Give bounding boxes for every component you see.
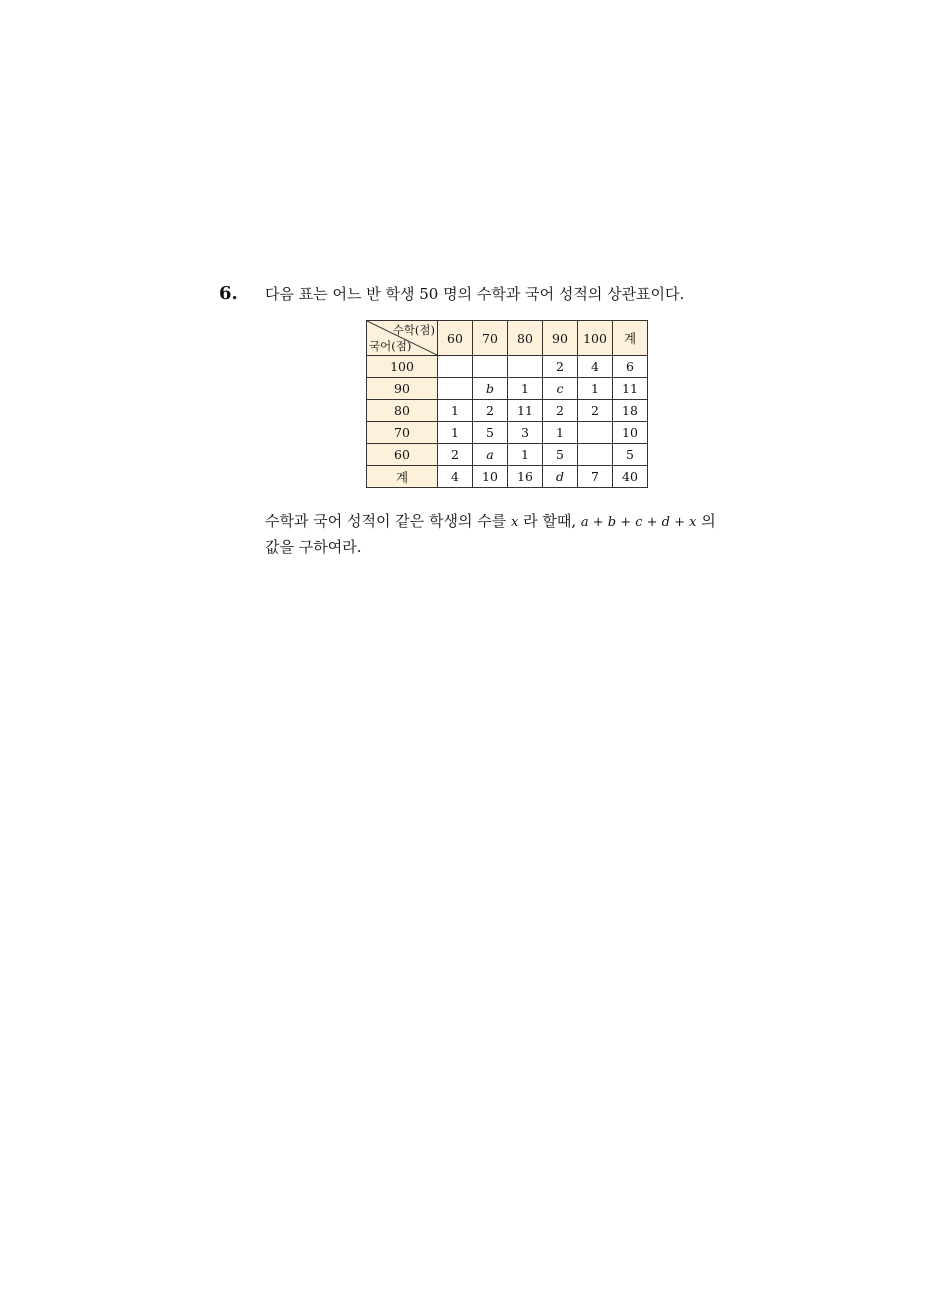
table-corner-cell	[367, 321, 438, 356]
table-cell: 18	[613, 400, 648, 422]
variable-x: x	[510, 515, 519, 530]
table-header-row	[367, 321, 648, 356]
table-cell: 40	[613, 466, 648, 488]
table-cell	[438, 378, 473, 400]
table-row	[367, 422, 648, 444]
column-header: 90	[543, 321, 578, 356]
table-cell: 2	[473, 400, 508, 422]
table-cell: 11	[508, 400, 543, 422]
row-header: 60	[367, 444, 438, 466]
table-cell: 1	[438, 400, 473, 422]
table-cell: 4	[438, 466, 473, 488]
problem-number: 6.	[219, 283, 238, 304]
table-cell: 2	[438, 444, 473, 466]
table-cell: 1	[438, 422, 473, 444]
table-cell: c	[543, 378, 578, 400]
sum-expression: a + b + c + d + x	[580, 515, 697, 530]
table-cell: d	[543, 466, 578, 488]
column-header: 80	[508, 321, 543, 356]
table-cell: a	[473, 444, 508, 466]
table-cell: 5	[613, 444, 648, 466]
table-cell: 2	[543, 356, 578, 378]
row-header: 90	[367, 378, 438, 400]
followup-line1-pre: 수학과 국어 성적이 같은 학생의 수를	[265, 512, 511, 530]
table-cell: 5	[543, 444, 578, 466]
correlation-table	[366, 320, 648, 488]
followup-line2: 값을 구하여라.	[265, 538, 362, 556]
column-header: 70	[473, 321, 508, 356]
corner-korean-label: 국어(점)	[369, 339, 412, 353]
table-cell: 1	[543, 422, 578, 444]
table-row	[367, 378, 648, 400]
table-cell	[473, 356, 508, 378]
table-cell	[578, 444, 613, 466]
table-row	[367, 444, 648, 466]
table-cell	[438, 356, 473, 378]
table-cell: 11	[613, 378, 648, 400]
table-cell: 2	[578, 400, 613, 422]
followup-line1-post: 의	[696, 512, 716, 530]
column-header-total: 계	[613, 321, 648, 356]
row-header: 80	[367, 400, 438, 422]
followup-text	[265, 509, 735, 559]
correlation-table-wrap	[366, 320, 648, 488]
table-row	[367, 400, 648, 422]
table-cell: 1	[508, 378, 543, 400]
table-cell: 10	[473, 466, 508, 488]
table-row	[367, 356, 648, 378]
corner-math-label: 수학(점)	[392, 323, 435, 337]
followup-line1-mid: 라 할때,	[518, 512, 581, 530]
table-cell: 1	[578, 378, 613, 400]
table-cell: 5	[473, 422, 508, 444]
table-cell: 7	[578, 466, 613, 488]
table-cell: 16	[508, 466, 543, 488]
table-cell: 2	[543, 400, 578, 422]
column-header: 60	[438, 321, 473, 356]
table-row	[367, 466, 648, 488]
row-header: 계	[367, 466, 438, 488]
question-text: 다음 표는 어느 반 학생 50 명의 수학과 국어 성적의 상관표이다.	[265, 285, 685, 303]
table-cell	[508, 356, 543, 378]
table-cell	[578, 422, 613, 444]
table-cell: 10	[613, 422, 648, 444]
table-cell: 1	[508, 444, 543, 466]
table-cell: 3	[508, 422, 543, 444]
table-cell: 6	[613, 356, 648, 378]
table-cell: b	[473, 378, 508, 400]
column-header: 100	[578, 321, 613, 356]
row-header: 100	[367, 356, 438, 378]
row-header: 70	[367, 422, 438, 444]
table-cell: 4	[578, 356, 613, 378]
